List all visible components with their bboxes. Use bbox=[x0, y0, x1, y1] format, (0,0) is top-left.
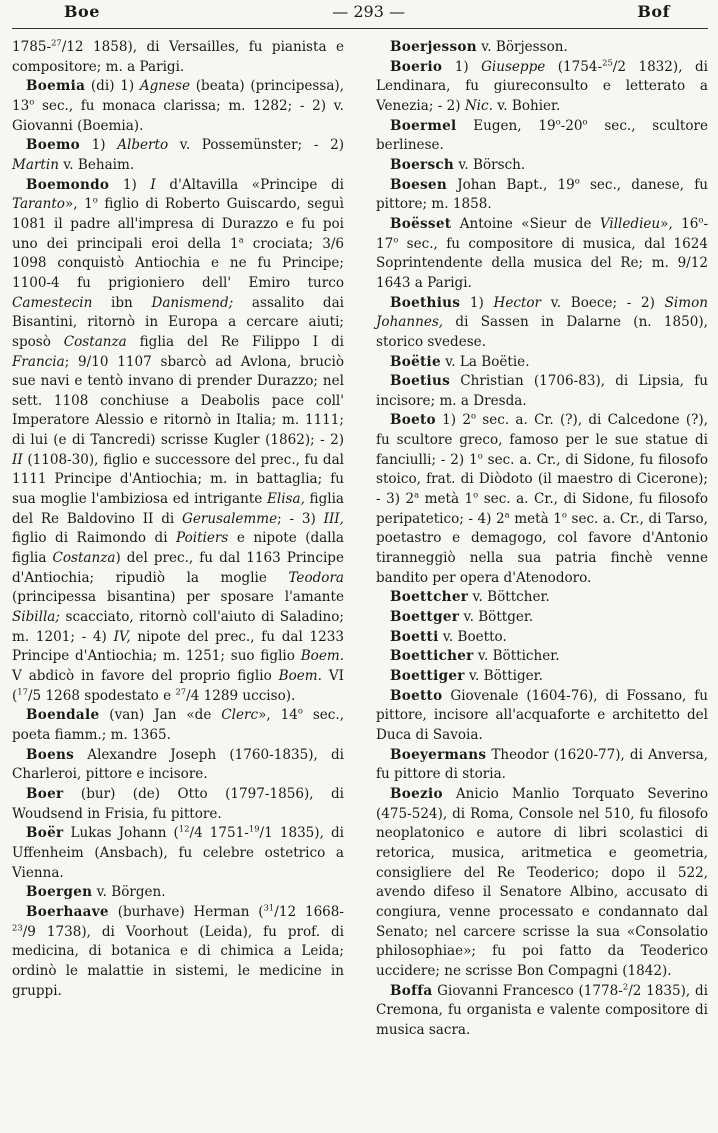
entry-text: figlia del Re Filippo I di bbox=[126, 333, 344, 350]
entry-text: sec., scultore berlinese. bbox=[376, 117, 708, 154]
dictionary-entry bbox=[12, 746, 344, 785]
entry-text: /2 1835), di Cremona, fu organista e valente compositore di musica sacra. bbox=[376, 982, 708, 1038]
entry-text: Martin bbox=[12, 156, 59, 173]
entry-text: Taranto bbox=[12, 196, 65, 213]
entry-text: », 16 bbox=[660, 215, 699, 232]
entry-text: (1754- bbox=[545, 58, 603, 75]
dictionary-entry bbox=[12, 824, 344, 883]
entry-text: Anicio Manlio Torquato Severino (475-524), di Roma, Console nel 510, fu filosofo neoplatonico e autore di libri scolastici di retorica, musica, aritmetica e geometria, consigliere del Re Teoderico; dopo il 522, avendo difeso il Senatore Albino, accusato di congiura, venne processato e condannato dal Senato; nel carcere scrisse la sua «Consolatio philosophiae»; fu poi fatto da Teoderico uccidere; ne scrisse Bon Compagni (1842). bbox=[376, 785, 708, 979]
entry-text: Elisa, bbox=[266, 491, 305, 508]
entry-text: Teodora bbox=[288, 569, 344, 586]
entry-superscript: 12 bbox=[178, 823, 190, 834]
entry-text: -17 bbox=[376, 215, 709, 252]
entry-text: V abdicò in favore del proprio figlio bbox=[12, 668, 279, 684]
entry-superscript: o bbox=[29, 96, 35, 107]
entry-text: ibn bbox=[92, 294, 152, 311]
entry-text: », 14 bbox=[258, 707, 298, 724]
entry-text: Costanza bbox=[63, 333, 127, 350]
entry-headword: Boër bbox=[26, 825, 64, 842]
entry-text: Clerc bbox=[221, 707, 259, 724]
entry-text: Giovanni Francesco (1778- bbox=[432, 982, 623, 999]
entry-headword: Boer bbox=[26, 785, 64, 802]
entry-text: (beata) (principessa), 13 bbox=[12, 78, 344, 114]
entry-headword: Boetti bbox=[390, 628, 439, 645]
entry-headword: Boergen bbox=[26, 884, 93, 901]
dictionary-entry bbox=[376, 176, 708, 215]
entry-text: 1) bbox=[79, 137, 118, 154]
entry-text: Lukas Johann ( bbox=[63, 825, 179, 842]
entry-text: Johan Bapt., 19 bbox=[447, 176, 575, 193]
entry-text: Poitiers bbox=[176, 530, 229, 547]
entry-text: Giuseppe bbox=[481, 58, 546, 75]
entry-text: 1785- bbox=[12, 39, 52, 55]
entry-text: Francia bbox=[12, 353, 65, 370]
entry-text: Boem. bbox=[300, 648, 344, 665]
entry-headword: Boettger bbox=[390, 609, 460, 626]
entry-text: /4 1751- bbox=[189, 825, 249, 842]
entry-text: assalito dai Bisantini, ritornò in Europa a cercare aiuti; sposò bbox=[12, 294, 345, 350]
entry-text: Eugen, 19 bbox=[456, 117, 556, 134]
entry-text: I bbox=[150, 176, 156, 193]
entry-superscript: a bbox=[504, 509, 510, 520]
entry-text: Giovenale (1604-76), di Fossano, fu pittore, incisore all'acquaforte e architetto del Duca di Savoia. bbox=[376, 687, 708, 743]
entry-text: v. Boetto. bbox=[438, 628, 507, 645]
dictionary-entry bbox=[12, 706, 344, 745]
entry-text: sec., fu compositore di musica, dal 1624 Soprintendente della musica del Re; m. 9/12 1643 a Parigi. bbox=[376, 235, 708, 291]
entry-text: v. Börgen. bbox=[92, 884, 166, 901]
entry-text: /1 1835), di Uffenheim (Ansbach), fu celebre ostetrico a Vienna. bbox=[12, 825, 344, 881]
entry-text: Danismend; bbox=[151, 294, 234, 311]
entry-text: (burhave) Herman ( bbox=[108, 903, 264, 920]
entry-text: III, bbox=[323, 510, 344, 527]
entry-headword: Boerjesson bbox=[390, 39, 477, 55]
entry-text: metà 1 bbox=[419, 491, 474, 508]
entry-headword: Boens bbox=[26, 746, 75, 763]
entry-text: Camestecin bbox=[12, 294, 93, 311]
entry-headword: Boerhaave bbox=[26, 903, 109, 920]
entry-text: crociata; 3/6 1098 conquistò Antiochia e ne fu Principe; 1100-4 fu prigioniero dell' Emiro turco bbox=[12, 235, 344, 291]
entry-text: v. Böttger. bbox=[459, 609, 534, 626]
entry-text: Nic. bbox=[464, 97, 493, 114]
entry-headword: Boeyermans bbox=[390, 746, 487, 763]
entry-headword: Boezio bbox=[390, 785, 443, 802]
entry-text: sec. a. Cr. (?), di Calcedone (?), fu scultore greco, famoso per le sue statue di fanciulli; - 2) 1 bbox=[376, 412, 709, 468]
entry-text: ) del prec., fu dal 1163 Principe d'Antiochia; ripudiò la moglie bbox=[12, 550, 344, 586]
entry-text: /4 1289 ucciso). bbox=[186, 687, 296, 704]
entry-text: v. Böttiger. bbox=[464, 668, 543, 684]
dictionary-entry bbox=[376, 647, 708, 667]
entry-superscript: o bbox=[297, 705, 303, 716]
entry-superscript: o bbox=[470, 410, 477, 421]
dictionary-entry bbox=[376, 588, 708, 608]
entry-text: Simon Johannes, bbox=[376, 294, 708, 331]
dictionary-entry bbox=[376, 982, 708, 1041]
entry-text: sec., poeta fiamm.; m. 1365. bbox=[12, 707, 344, 743]
entry-superscript: 27 bbox=[175, 686, 187, 697]
entry-text: 1) bbox=[109, 176, 151, 193]
entry-superscript: o bbox=[555, 116, 561, 127]
entry-text: (bur) (de) Otto (1797-1856), di Woudsend in Frisia, fu pittore. bbox=[12, 785, 344, 822]
entry-text: figlia del Re Baldovino II di bbox=[12, 491, 344, 527]
dictionary-entry bbox=[376, 117, 708, 156]
entry-superscript: a bbox=[238, 234, 244, 245]
dictionary-entry bbox=[376, 628, 708, 648]
entry-headword: Boeto bbox=[390, 412, 436, 429]
entry-text: Alberto bbox=[117, 137, 169, 154]
dictionary-entry bbox=[376, 785, 708, 982]
entry-headword: Boesen bbox=[390, 176, 447, 193]
entry-text: IV, bbox=[113, 628, 131, 645]
dictionary-entry bbox=[376, 667, 708, 687]
entry-superscript: o bbox=[561, 509, 567, 520]
entry-headword: Boerio bbox=[390, 58, 443, 75]
entry-superscript: o bbox=[698, 214, 704, 225]
entry-text: -20 bbox=[560, 117, 583, 134]
entry-text: figlio di Raimondo di bbox=[12, 530, 177, 547]
dictionary-entry bbox=[376, 687, 708, 746]
entry-superscript: o bbox=[92, 194, 98, 205]
entry-superscript: o bbox=[393, 234, 399, 245]
entry-text: v. Bötticher. bbox=[473, 648, 560, 665]
entry-text: figlio di Roberto Guiscardo, seguì 1081 il padre all'impresa di Durazzo e fu poi uno dei principali eroi della 1 bbox=[12, 196, 344, 252]
entry-text: sec., danese, fu pittore; m. 1858. bbox=[376, 176, 708, 213]
entry-superscript: 27 bbox=[51, 37, 62, 48]
entry-headword: Boersch bbox=[390, 156, 455, 173]
entry-headword: Boetto bbox=[390, 687, 443, 704]
entry-superscript: o bbox=[582, 116, 588, 127]
dictionary-entry bbox=[376, 353, 708, 373]
entry-text: v. Behaim. bbox=[58, 156, 135, 173]
entry-text: Theodor (1620-77), di Anversa, fu pittore di storia. bbox=[376, 746, 708, 783]
entry-text: (1108-30), figlio e successore del prec., fu dal 1111 Principe d'Antiochia; m. in battaglia; fu sua moglie l'ambiziosa ed intrigante bbox=[12, 451, 344, 508]
entry-text: sec. a. Cr., di Tarso, poetastro e demagogo, col favore d'Antonio tiranneggiò nella sua patria finchè venne bandito per opera d'Atenodoro. bbox=[376, 510, 708, 586]
entry-superscript: o bbox=[473, 489, 479, 500]
left-column bbox=[12, 38, 344, 1040]
entry-text: Hector bbox=[493, 294, 542, 311]
entry-headword: Boendale bbox=[26, 707, 100, 724]
entry-headword: Boësset bbox=[390, 215, 452, 232]
entry-superscript: o bbox=[477, 450, 483, 461]
page-header bbox=[12, 0, 708, 29]
entry-superscript: o bbox=[574, 175, 580, 186]
dictionary-entry bbox=[376, 156, 708, 176]
entry-text: /12 1668- bbox=[274, 903, 344, 920]
entry-superscript: 25 bbox=[602, 57, 613, 68]
entry-headword: Boemondo bbox=[26, 176, 110, 193]
dictionary-entry bbox=[376, 746, 708, 785]
entry-text: sec. a. Cr., di Sidone, fu filosofo stoico, frat. di Diòdoto (il maestro di Cicerone); - 3) 2 bbox=[376, 451, 709, 508]
entry-headword: Boemo bbox=[26, 137, 80, 154]
dictionary-entry bbox=[12, 176, 344, 707]
entry-text: v. Börjesson. bbox=[476, 39, 568, 55]
entry-text: nipote del prec., fu dal 1233 Principe d'Antiochia; m. 1251; suo figlio bbox=[12, 628, 344, 665]
entry-text: Villedieu bbox=[599, 215, 661, 232]
columns bbox=[12, 38, 708, 1040]
entry-text: 1) 2 bbox=[435, 412, 471, 429]
entry-headword: Boffa bbox=[390, 982, 433, 999]
dictionary-entry bbox=[12, 883, 344, 903]
entry-text: VI ( bbox=[12, 668, 344, 704]
entry-text: (principessa bisantina) per sposare l'amante bbox=[12, 589, 344, 606]
entry-text: v. La Boëtie. bbox=[440, 353, 530, 370]
entry-text: e nipote (dalla figlia bbox=[12, 530, 344, 567]
entry-headword: Boethius bbox=[390, 294, 461, 311]
entry-text: sec. a. Cr., di Sidone, fu filosofo peripatetico; - 4) 2 bbox=[376, 491, 708, 527]
dictionary-entry bbox=[376, 215, 708, 294]
entry-headword: Boetius bbox=[390, 373, 451, 390]
entry-superscript: 17 bbox=[17, 686, 28, 697]
entry-text: scacciato, ritornò coll'aiuto di Saladino; m. 1201; - 4) bbox=[12, 609, 344, 645]
entry-headword: Boetticher bbox=[390, 648, 474, 665]
entry-text: v. Börsch. bbox=[454, 156, 526, 173]
dictionary-entry bbox=[12, 136, 344, 175]
entry-text: (van) Jan «de bbox=[99, 707, 222, 724]
entry-text: (di) 1) bbox=[85, 78, 140, 95]
dictionary-entry bbox=[12, 77, 344, 136]
dictionary-entry bbox=[12, 38, 344, 77]
entry-superscript: 31 bbox=[263, 902, 275, 913]
dictionary-entry bbox=[376, 58, 708, 117]
entry-text: Christian (1706-83), di Lipsia, fu incisore; m. a Dresda. bbox=[376, 373, 708, 409]
entry-text: v. Bohier. bbox=[492, 97, 561, 114]
entry-text: ; - 3) bbox=[277, 510, 324, 527]
page-number: — 293 — bbox=[332, 2, 405, 21]
dictionary-entry bbox=[12, 903, 344, 1001]
entry-headword: Boermel bbox=[390, 117, 457, 134]
entry-text: metà 1 bbox=[509, 510, 562, 527]
entry-text: sec., fu monaca clarissa; m. 1282; - 2) v. Giovanni (Boemia). bbox=[12, 97, 344, 134]
entry-text: d'Altavilla «Principe di bbox=[155, 176, 344, 193]
entry-superscript: 19 bbox=[248, 823, 260, 834]
entry-text: /9 1738), di Voorhout (Leida), fu prof. di medicina, di botanica e di chimica a Leida; ordinò le malattie in sistemi, le medicine in gruppi. bbox=[12, 923, 344, 999]
entry-text: », 1 bbox=[64, 196, 93, 213]
entry-text: v. Böttcher. bbox=[468, 589, 550, 606]
entry-headword: Boëtie bbox=[390, 353, 441, 370]
right-column bbox=[376, 38, 708, 1040]
entry-text: Antoine «Sieur de bbox=[451, 215, 600, 232]
header-right-headword: Bof bbox=[637, 2, 670, 21]
entry-headword: Boettiger bbox=[390, 668, 465, 684]
entry-text: di Sassen in Dalarne (n. 1850), storico svedese. bbox=[376, 314, 708, 350]
entry-text: Alexandre Joseph (1760-1835), di Charleroi, pittore e incisore. bbox=[12, 746, 344, 783]
entry-text: v. Possemünster; - 2) bbox=[168, 137, 344, 154]
dictionary-entry bbox=[376, 294, 708, 353]
entry-text: /5 1268 spodestato e bbox=[27, 687, 176, 704]
dictionary-entry bbox=[12, 785, 344, 824]
entry-text: v. Boece; - 2) bbox=[541, 294, 665, 311]
dictionary-entry bbox=[376, 38, 708, 58]
header-left-headword: Boe bbox=[64, 2, 100, 21]
entry-text: Gerusalemme bbox=[182, 510, 278, 527]
entry-text: ; 9/10 1107 sbarcò ad Avlona, bruciò sue navi e tentò invano di prender Durazzo; nel sett. 1108 conchiuse a Deabolis pace coll' Imperatore Alessio e ritornò in Italia; m. 1111; di lui (e di Tancredi) scrisse Kugler (1862); - 2) bbox=[12, 353, 344, 449]
entry-text: Costanza bbox=[52, 550, 116, 567]
entry-text: 1) bbox=[442, 58, 482, 75]
entry-text: Agnese bbox=[139, 78, 191, 95]
dictionary-entry bbox=[376, 608, 708, 628]
entry-text: Sibilla; bbox=[12, 609, 60, 626]
dictionary-entry bbox=[376, 372, 708, 411]
entry-superscript: a bbox=[414, 489, 420, 500]
entry-superscript: 2 bbox=[622, 980, 629, 991]
entry-text: II bbox=[12, 451, 23, 468]
entry-text: /12 1858), di Versailles, fu pianista e compositore; m. a Parigi. bbox=[12, 39, 344, 75]
entry-headword: Boettcher bbox=[390, 589, 469, 606]
entry-text: /2 1832), di Lendinara, fu giureconsulto e letterato a Venezia; - 2) bbox=[376, 58, 708, 114]
entry-text: 1) bbox=[460, 294, 494, 311]
entry-headword: Boemia bbox=[26, 78, 86, 95]
entry-superscript: 23 bbox=[12, 922, 23, 933]
dictionary-entry bbox=[376, 411, 708, 588]
entry-text: Boem. bbox=[278, 668, 322, 684]
